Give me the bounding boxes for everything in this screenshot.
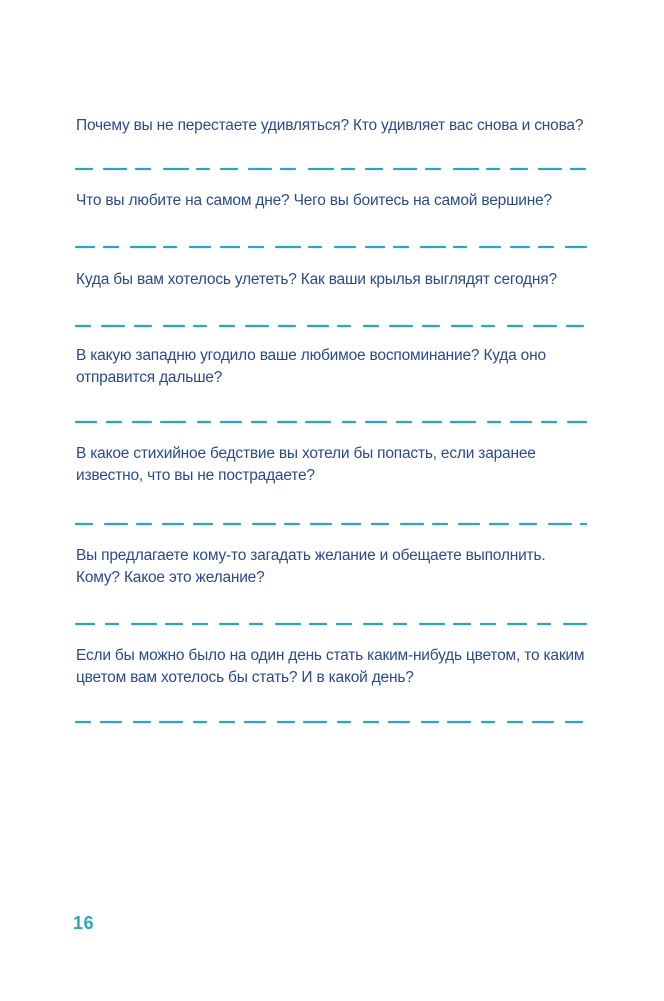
question-4: В какую западню угодило ваше любимое воспоминание? Куда оно отправится дальше? xyxy=(76,347,546,386)
answer-line-6 xyxy=(76,620,586,628)
answer-line-5 xyxy=(76,520,586,528)
page-number: 16 xyxy=(73,913,95,933)
answer-line-4 xyxy=(76,418,586,426)
question-2: Что вы любите на самом дне? Чего вы боитесь на самой вершине? xyxy=(76,192,552,209)
question-6: Вы предлагаете кому-то загадать желание и обещаете выполнить. Кому? Какое это желание? xyxy=(76,547,546,586)
question-5: В какое стихийное бедствие вы хотели бы попасть, если заранее известно, что вы не пострадаете? xyxy=(76,445,536,484)
question-1: Почему вы не перестаете удивляться? Кто удивляет вас снова и снова? xyxy=(76,117,584,134)
answer-line-1 xyxy=(76,165,586,173)
answer-line-7 xyxy=(76,718,586,726)
answer-line-3 xyxy=(76,322,586,330)
answer-line-2 xyxy=(76,243,586,251)
question-3: Куда бы вам хотелось улететь? Как ваши крылья выглядят сегодня? xyxy=(76,271,557,288)
question-7: Если бы можно было на один день стать каким-нибудь цветом, то каким цветом вам хотелось бы стать? И в какой день? xyxy=(76,647,585,686)
